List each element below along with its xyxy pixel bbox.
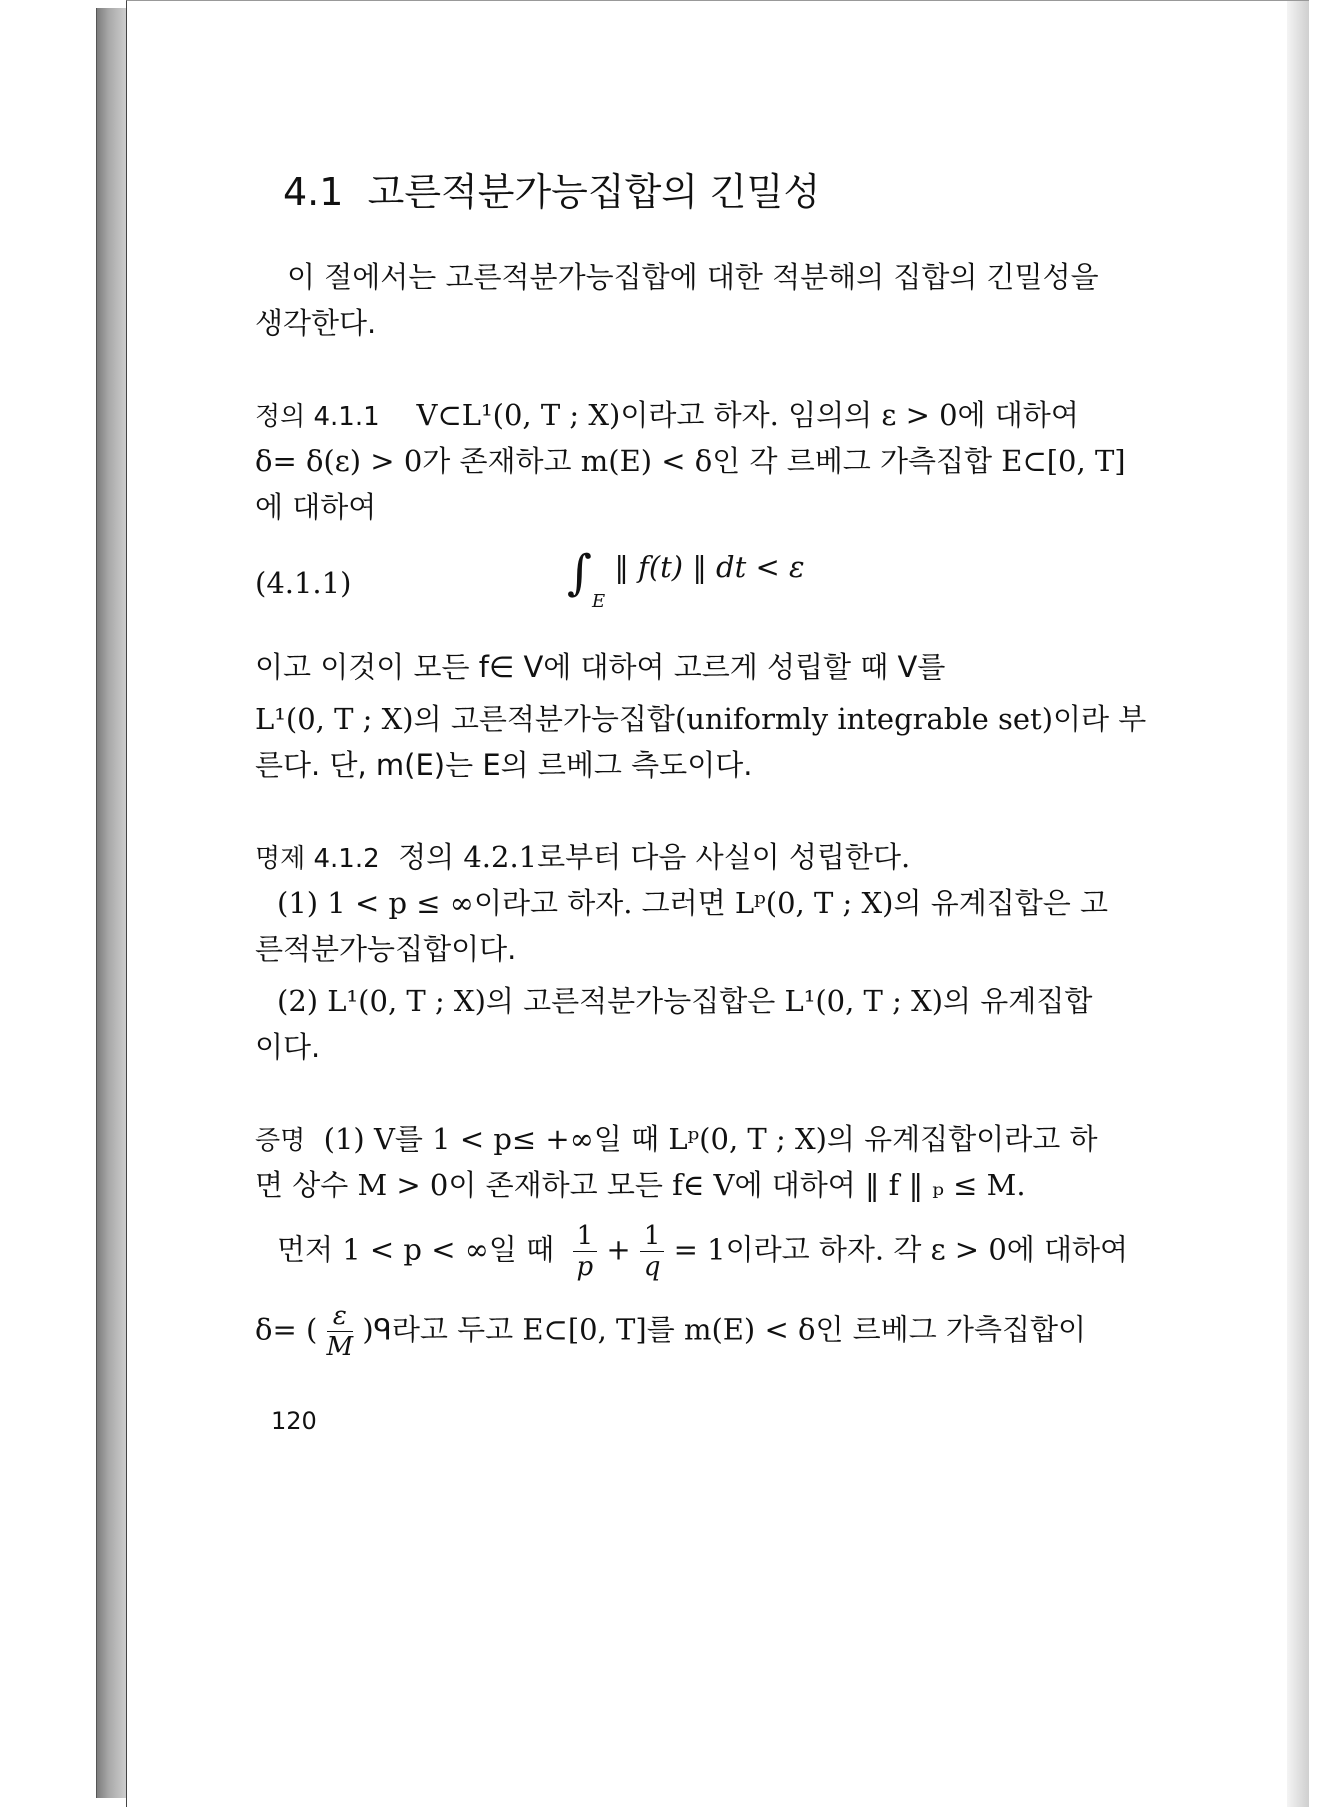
frac1-den: p [576,1252,594,1282]
proof-line-4-start: δ= ( [255,1312,318,1347]
fraction-1-over-q [640,1223,665,1280]
proof-line-4-end: )ᑫ라고 두고 E⊂[0, T]를 m(E) < δ인 르베그 가측집합이 [362,1312,1087,1347]
definition-text-1: V⊂L¹(0, T ; X)이라고 하자. 임의의 ε > 0에 대하여 [416,398,1079,432]
proof-text-1: (1) V를 1 < p≤ +∞일 때 Lᵖ(0, T ; X)의 유계집합이라고 하 [323,1122,1098,1156]
proposition-line-1 [255,840,911,874]
page-number: 120 [271,1407,317,1435]
equation [567,545,805,612]
integral-subscript: E [592,591,606,612]
definition-label: 정의 4.1.1 [255,402,380,432]
definition-line-1 [255,398,1079,432]
proposition-item2-line-1: (2) L¹(0, T ; X)의 고른적분가능집합은 L¹(0, T ; X)의 유계집합 [277,984,1093,1018]
book-page [126,0,1309,1807]
proposition-label: 명제 4.1.2 [255,844,380,874]
after-eq-line-1: 이고 이것이 모든 f∈ V에 대하여 고르게 성립할 때 V를 [255,650,946,684]
proof-line-3-start: 먼저 1 < p < ∞일 때 [277,1232,555,1267]
frac2-num: 1 [640,1223,665,1252]
section-heading [283,170,821,214]
definition-line-2: δ= δ(ε) > 0가 존재하고 m(E) < δ인 각 르베그 가측집합 E⊂[0, T] [255,444,1126,478]
proof-line-1 [255,1122,1098,1156]
proof-line-3 [277,1223,1128,1280]
proof-line-3-end: = 1이라고 하자. 각 ε > 0에 대하여 [673,1232,1129,1267]
intro-line-2: 생각한다. [255,306,377,340]
intro-line-1: 이 절에서는 고른적분가능집합에 대한 적분해의 집합의 긴밀성을 [287,260,1099,294]
page-edge [1287,1,1309,1807]
section-number: 4.1 [283,170,344,214]
after-eq-line-2: L¹(0, T ; X)의 고른적분가능집합(uniformly integrable set)이라 부 [255,702,1147,736]
proof-label: 증명 [255,1126,306,1156]
frac1-num: 1 [573,1223,598,1252]
frac3-den: M [326,1332,354,1362]
proof-line-4 [255,1303,1086,1360]
equation-body: ‖ f(t) ‖ dt < ε [614,550,805,584]
equation-label: (4.1.1) [255,566,352,600]
frac2-den: q [643,1252,661,1282]
fraction-1-over-p [573,1223,598,1280]
integral-sign: ∫ [567,545,593,601]
after-eq-line-3: 른다. 단, m(E)는 E의 르베그 측도이다. [255,748,753,782]
proposition-text: 정의 4.2.1로부터 다음 사실이 성립한다. [398,840,911,874]
proposition-item1-line-2: 른적분가능집합이다. [255,932,517,966]
proposition-item2-line-2: 이다. [255,1030,321,1064]
plus-sign: + [606,1232,631,1267]
fraction-eps-over-M [327,1303,354,1360]
book-spine [96,8,127,1798]
section-title: 고른적분가능집합의 긴밀성 [367,170,821,214]
proposition-item1-line-1: (1) 1 < p ≤ ∞이라고 하자. 그러면 Lᵖ(0, T ; X)의 유계집합은 고 [277,886,1109,920]
proof-line-2: 면 상수 M > 0이 존재하고 모든 f∈ V에 대하여 ‖ f ‖ ₚ ≤ M. [255,1168,1026,1202]
definition-line-3: 에 대하여 [255,490,377,524]
frac3-num: ε [327,1303,354,1332]
